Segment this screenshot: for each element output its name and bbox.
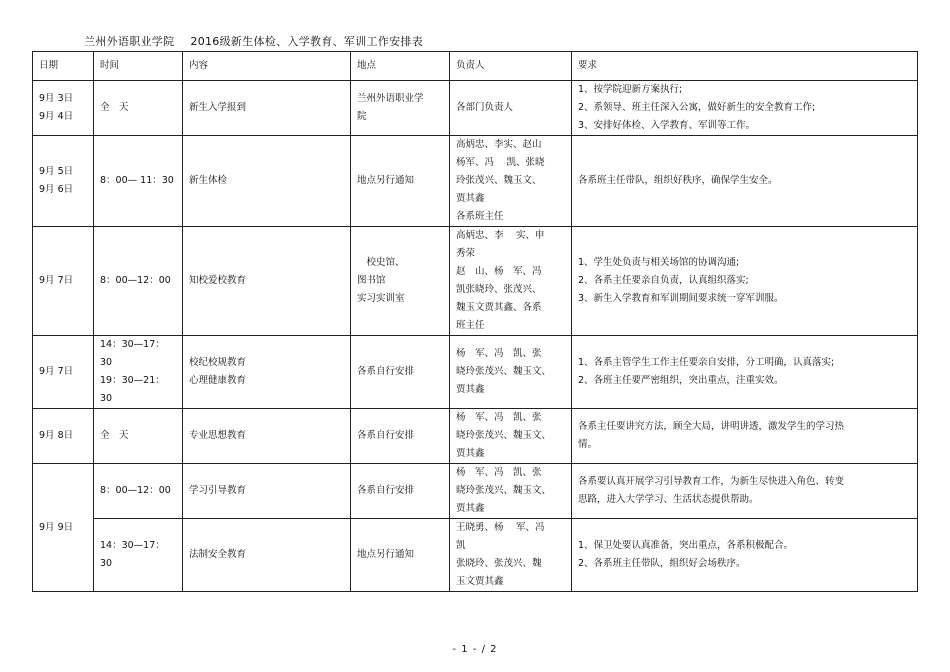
place-cell: 各系自行安排 [351, 336, 450, 409]
col-header-requirement: 要求 [572, 52, 918, 81]
schedule-table [32, 51, 918, 592]
owner-cell: 杨 军、冯 凯、张 晓玲张茂兴、魏玉文、 贾其鑫 [450, 336, 572, 409]
table-row [33, 409, 918, 464]
time-cell: 14：30—17： 30 [94, 519, 183, 592]
page-number: - 1 - / 2 [452, 644, 498, 655]
requirement-cell: 1、保卫处要认真准备，突出重点，各系积极配合。 2、各系班主任带队，组织好会场秩序。 [572, 519, 918, 592]
requirement-cell: 各系班主任带队，组织好秩序，确保学生安全。 [572, 136, 918, 227]
date-cell: 9月 7日 [33, 227, 94, 336]
requirement-cell: 1、按学院迎新方案执行; 2、系领导、班主任深入公寓，做好新生的安全教育工作; 3、安排好体检、入学教育、军训等工作。 [572, 81, 918, 136]
table-row [33, 81, 918, 136]
owner-cell: 王晓勇、杨 军、冯 凯 张晓玲、张茂兴、魏 玉文贾其鑫 [450, 519, 572, 592]
col-header-date: 日期 [33, 52, 94, 81]
table-row [33, 519, 918, 592]
table-row [33, 136, 918, 227]
place-cell: 各系自行安排 [351, 409, 450, 464]
place-cell: 地点另行通知 [351, 136, 450, 227]
table-header-row [33, 52, 918, 81]
requirement-cell: 1、各系主管学生工作主任要亲自安排，分工明确，认真落实; 2、各班主任要严密组织，突出重点，注重实效。 [572, 336, 918, 409]
school-name: 兰州外语职业学院 [84, 35, 175, 48]
schedule-title: 2016级新生体检、入学教育、军训工作安排表 [190, 35, 423, 48]
requirement-cell: 各系要认真开展学习引导教育工作，为新生尽快进入角色、转变 思路，进入大学学习、生活状态提供帮助。 [572, 464, 918, 519]
col-header-time: 时间 [94, 52, 183, 81]
time-cell: 全 天 [94, 409, 183, 464]
table-row [33, 336, 918, 409]
owner-cell: 杨 军、冯 凯、张 晓玲张茂兴、魏玉文、 贾其鑫 [450, 464, 572, 519]
date-cell: 9月 9日 [33, 464, 94, 592]
place-cell: 兰州外语职业学 院 [351, 81, 450, 136]
date-cell: 9月 8日 [33, 409, 94, 464]
content-cell: 专业思想教育 [183, 409, 351, 464]
table-row [33, 464, 918, 519]
content-cell: 知校爱校教育 [183, 227, 351, 336]
time-cell: 8：00— 11：30 [94, 136, 183, 227]
time-cell: 14：30—17： 30 19：30—21： 30 [94, 336, 183, 409]
owner-cell: 杨 军、冯 凯、张 晓玲张茂兴、魏玉文、 贾其鑫 [450, 409, 572, 464]
place-cell: 校史馆、 图书馆 实习实训室 [351, 227, 450, 336]
time-cell: 全 天 [94, 81, 183, 136]
owner-cell: 高炳忠、李实、赵山 杨军、冯 凯、张晓 玲张茂兴、魏玉文、 贾其鑫 各系班主任 [450, 136, 572, 227]
table-row [33, 227, 918, 336]
content-cell: 学习引导教育 [183, 464, 351, 519]
date-cell: 9月 5日 9月 6日 [33, 136, 94, 227]
document-title [84, 33, 423, 49]
date-cell: 9月 3日 9月 4日 [33, 81, 94, 136]
col-header-content: 内容 [183, 52, 351, 81]
place-cell: 各系自行安排 [351, 464, 450, 519]
time-cell: 8：00—12：00 [94, 464, 183, 519]
time-cell: 8：00—12：00 [94, 227, 183, 336]
col-header-place: 地点 [351, 52, 450, 81]
content-cell: 校纪校规教育 心理健康教育 [183, 336, 351, 409]
content-cell: 新生入学报到 [183, 81, 351, 136]
col-header-owner: 负责人 [450, 52, 572, 81]
content-cell: 法制安全教育 [183, 519, 351, 592]
owner-cell: 各部门负责人 [450, 81, 572, 136]
content-cell: 新生体检 [183, 136, 351, 227]
place-cell: 地点另行通知 [351, 519, 450, 592]
date-cell: 9月 7日 [33, 336, 94, 409]
requirement-cell: 1、学生处负责与相关场馆的协调沟通; 2、各系主任要亲自负责，认真组织落实; 3、新生入学教育和军训期间要求统一穿军训服。 [572, 227, 918, 336]
owner-cell: 高炳忠、李 实、申 秀荣 赵 山、杨 军、冯 凯张晓玲、张茂兴、 魏玉文贾其鑫、各系 班主任 [450, 227, 572, 336]
requirement-cell: 各系主任要讲究方法，顾全大局，讲明讲透，激发学生的学习热 情。 [572, 409, 918, 464]
